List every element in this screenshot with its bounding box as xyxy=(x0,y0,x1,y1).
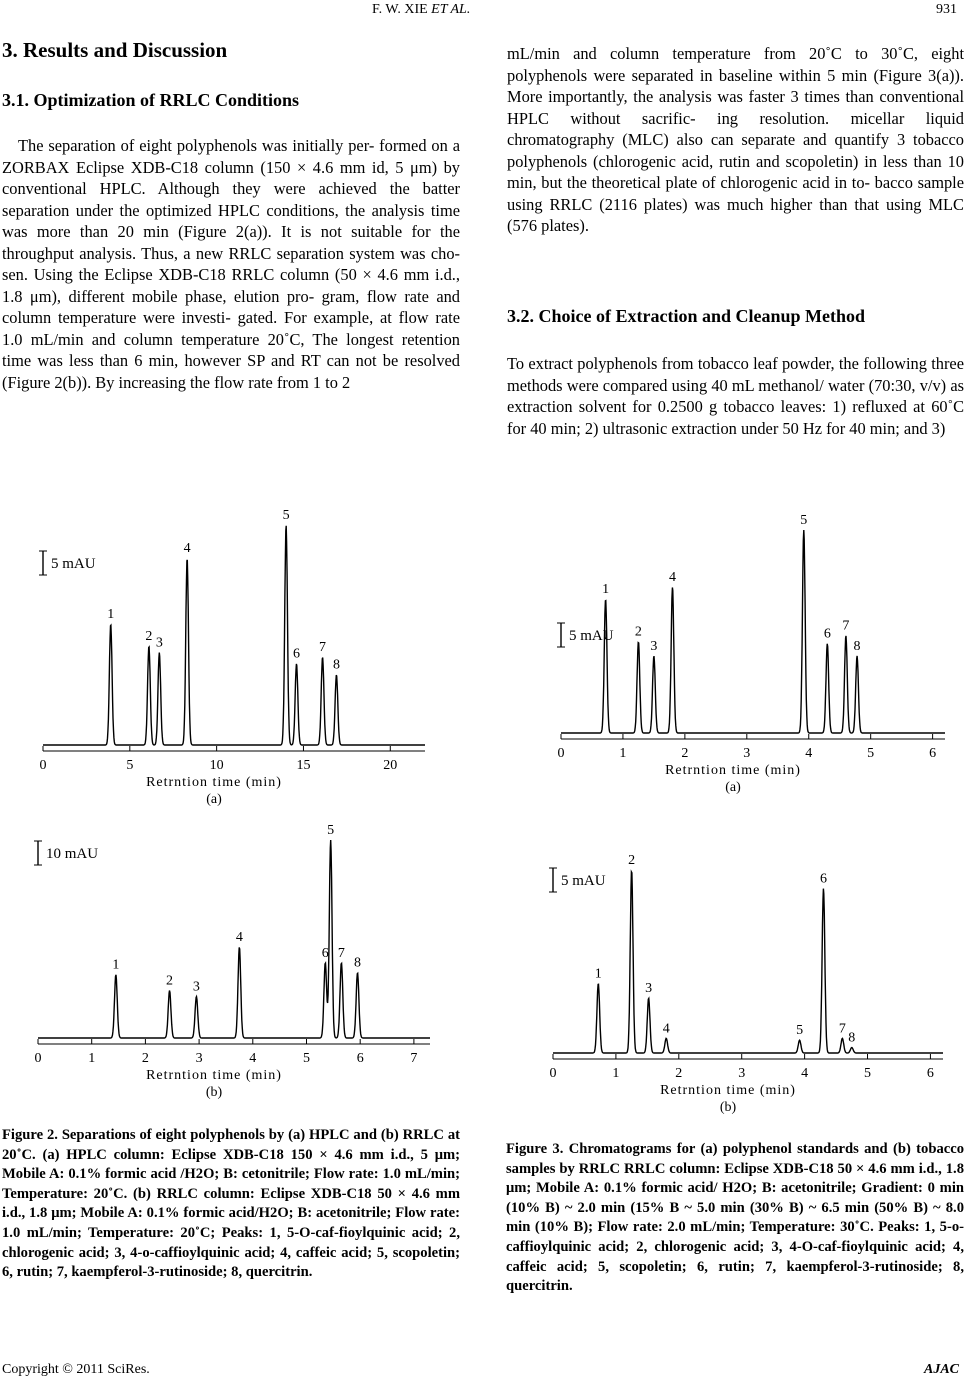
peak-label: 7 xyxy=(842,618,850,634)
chromatogram-trace xyxy=(43,526,425,745)
peak-label: 6 xyxy=(819,871,827,887)
x-tick-label: 4 xyxy=(801,1066,809,1081)
peak-label: 3 xyxy=(192,979,200,995)
x-tick-label: 4 xyxy=(805,746,813,761)
paragraph: To extract polyphenols from tobacco leaf powder, the following three methods were compared using 40 mL methanol/ water (70:30, v/v) as extraction solvent for 0.2500 g tobacco leaves: 1) refluxed at 60˚C for 40 min; 2) ultrasonic extraction under 50 Hz for 40 min; and 3) xyxy=(507,354,964,438)
peak-label: 2 xyxy=(628,853,636,868)
x-tick-label: 2 xyxy=(675,1066,683,1081)
subsection-heading-1: 3.1. Optimization of RRLC Conditions xyxy=(2,90,300,110)
peak-label: 6 xyxy=(321,945,329,961)
peak-label: 1 xyxy=(107,607,115,622)
scale-bar-label: 5 mAU xyxy=(561,873,606,889)
peak-label: 6 xyxy=(293,646,301,662)
figure-3-caption: Figure 3. Chromatograms for (a) polyphenol standards and (b) tobacco samples by RRLC RRLC column: Eclipse XDB-C18 50 × 4.6 mm i.d., 1.8 μm; Mobile A: 0.1% formic acid/ H2O; B: acetonitrile; Gradient: 0 min (10% B) ~ 2.0 min (15% B ~ 5.0 min (30% B) ~ 6.5 min (50% B) ~ 8.0 min (10% B); Flow rate: 2.0 mL/min; Temperature: 30˚C. Peaks: 1, 5-o-caffioylquinic acid; 2, chlorogenic acid; 3, 4-O-caf-fioylquinic acid; 4, caffeic acid; 5, scopoletin; 6, rutin; 7, kaempferol-3-rutinoside; 8, quercitrin. xyxy=(506,1141,964,1295)
x-tick-label: 0 xyxy=(39,758,47,773)
peak-label: 8 xyxy=(853,638,861,654)
left-column-text xyxy=(2,135,460,394)
chromatogram-fig2a xyxy=(0,495,460,815)
chromatogram-trace xyxy=(38,840,430,1038)
header-authors: F. W. XIE ET AL. xyxy=(372,2,471,17)
x-tick-label: 5 xyxy=(864,1066,872,1081)
footer-copyright: Copyright © 2011 SciRes. xyxy=(2,1362,150,1377)
peak-label: 7 xyxy=(319,640,327,655)
peak-label: 5 xyxy=(796,1023,804,1039)
peak-label: 5 xyxy=(327,823,335,838)
x-axis-label: Retrntion time (min) xyxy=(146,775,282,790)
peak-label: 1 xyxy=(112,957,120,973)
peak-label: 7 xyxy=(838,1021,846,1037)
right-column-text-2 xyxy=(507,353,964,439)
x-tick-label: 0 xyxy=(557,746,565,761)
paragraph: mL/min and column temperature from 20˚C to 30˚C, eight polyphenols were separated in baseline within 5 min (Figure 3(a)). More importantly, the analysis was faster 3 times than conventional HPLC without sacrific- ing resolution. micellar liquid chromatography (MLC) also can separate and quantify 3 tobacco polyphenols (chlorogenic acid, rutin and scopoletin) in less than 10 min, but the theoretical plate of chlorogenic acid in to- bacco sample using RRLC (2116 plates) was much higher than that using MLC (576 plates). xyxy=(507,44,964,236)
page-number: 931 xyxy=(936,2,957,17)
peak-label: 3 xyxy=(155,635,163,651)
x-tick-label: 1 xyxy=(612,1066,620,1081)
peak-label: 8 xyxy=(354,955,362,971)
x-tick-label: 3 xyxy=(195,1051,203,1066)
x-tick-label: 6 xyxy=(356,1051,364,1066)
x-tick-label: 2 xyxy=(141,1051,149,1066)
peak-label: 1 xyxy=(602,582,610,598)
peak-label: 8 xyxy=(848,1030,856,1046)
figure-2-caption: Figure 2. Separations of eight polyphenols by (a) HPLC and (b) RRLC at 20˚C. (a) HPLC column: Eclipse XDB-C18 150 × 4.6 mm i.d., 5 μm; Mobile A: 0.1% formic acid /H2O; B: cetonitrile; Flow rate: 1.0 mL/min; Temperature: 20˚C. (b) RRLC column: Eclipse XDB-C18 50 × 4.6 mm i.d., 1.8 μm; Mobile A: 0.1% formic acid/H2O; B: acetonitrile; Flow rate: 1.0 mL/min; Temperature: 20˚C; Peaks: 1, 5-O-caf-fioylquinic acid; 2, chlorogenic acid; 3, 4-o-caffioylquinic acid; 4, caffeic acid; 5, scopoletin; 6, rutin; 7, kaempferol-3-rutinoside; 8, quercitrin. xyxy=(2,1127,460,1281)
x-tick-label: 3 xyxy=(743,746,751,761)
x-tick-label: 5 xyxy=(126,758,134,773)
x-tick-label: 5 xyxy=(867,746,875,761)
chromatogram-trace xyxy=(561,530,945,733)
chromatogram-fig2b xyxy=(0,808,460,1108)
x-tick-label: 4 xyxy=(249,1051,257,1066)
peak-label: 4 xyxy=(668,569,676,585)
scale-bar-label: 10 mAU xyxy=(46,846,99,862)
peak-label: 4 xyxy=(662,1021,670,1037)
running-header xyxy=(0,0,965,22)
x-tick-label: 1 xyxy=(88,1051,96,1066)
panel-label: (a) xyxy=(725,780,741,795)
peak-label: 4 xyxy=(235,929,243,945)
peak-label: 8 xyxy=(332,657,340,673)
x-axis-label: Retrntion time (min) xyxy=(146,1068,282,1083)
x-tick-label: 0 xyxy=(549,1066,557,1081)
peak-label: 6 xyxy=(823,626,831,642)
x-tick-label: 1 xyxy=(619,746,627,761)
x-tick-label: 2 xyxy=(681,746,689,761)
peak-label: 5 xyxy=(800,513,808,528)
chromatogram-fig3a xyxy=(505,495,965,815)
footer-journal: AJAC xyxy=(923,1362,959,1377)
peak-label: 2 xyxy=(166,973,174,989)
x-axis-label: Retrntion time (min) xyxy=(665,763,801,778)
right-column-text-1 xyxy=(507,43,964,237)
peak-label: 3 xyxy=(650,638,658,654)
peak-label: 5 xyxy=(282,508,290,523)
peak-label: 2 xyxy=(145,629,153,644)
panel-label: (b) xyxy=(205,1085,223,1100)
x-tick-label: 6 xyxy=(926,1066,934,1081)
figure-3-b xyxy=(505,825,965,1130)
x-tick-label: 5 xyxy=(302,1051,310,1066)
chromatogram-trace xyxy=(553,872,943,1053)
peak-label: 3 xyxy=(645,981,653,997)
x-tick-label: 10 xyxy=(209,758,224,773)
subsection-heading-2: 3.2. Choice of Extraction and Cleanup Method xyxy=(507,306,866,326)
scale-bar-label: 5 mAU xyxy=(51,556,96,572)
panel-label: (b) xyxy=(719,1100,737,1115)
peak-label: 4 xyxy=(183,541,191,556)
peak-label: 1 xyxy=(594,966,602,982)
scale-bar-label: 5 mAU xyxy=(569,628,614,644)
x-axis-label: Retrntion time (min) xyxy=(660,1083,796,1098)
peak-label: 7 xyxy=(337,945,345,961)
figure-3-a xyxy=(505,495,965,820)
panel-label: (a) xyxy=(206,792,222,807)
figure-2-a xyxy=(0,495,460,820)
x-tick-label: 6 xyxy=(929,746,937,761)
section-heading: 3. Results and Discussion xyxy=(2,38,228,62)
x-tick-label: 20 xyxy=(383,758,398,773)
peak-label: 2 xyxy=(634,624,642,640)
figure-2-b xyxy=(0,808,460,1113)
x-tick-label: 3 xyxy=(738,1066,746,1081)
paragraph: The separation of eight polyphenols was initially per- formed on a ZORBAX Eclipse XDB-C18 column (150 × 4.6 mm id, 5 μm) by conventional HPLC. Although they were achieved the batter separation under the optimized HPLC conditions, the analysis time was more than 20 min (Figure 2(a)). It is not suitable for the throughput analysis. Thus, a new RRLC separation system was cho- sen. Using the Eclipse XDB-C18 RRLC column (50 × 4.6 mm i.d., 1.8 μm), different mobile phase, elution pro- gram, flow rate and column temperature were investi- gated. For example, at flow rate 1.0 mL/min and column temperature 20˚C, The longest retention time was less than 6 min, however SP and RT can not be resolved (Figure 2(b)). By increasing the flow rate from 1 to 2 xyxy=(2,136,460,393)
x-tick-label: 15 xyxy=(296,758,311,773)
x-tick-label: 0 xyxy=(34,1051,42,1066)
chromatogram-fig3b xyxy=(505,825,965,1125)
x-tick-label: 7 xyxy=(410,1051,418,1066)
